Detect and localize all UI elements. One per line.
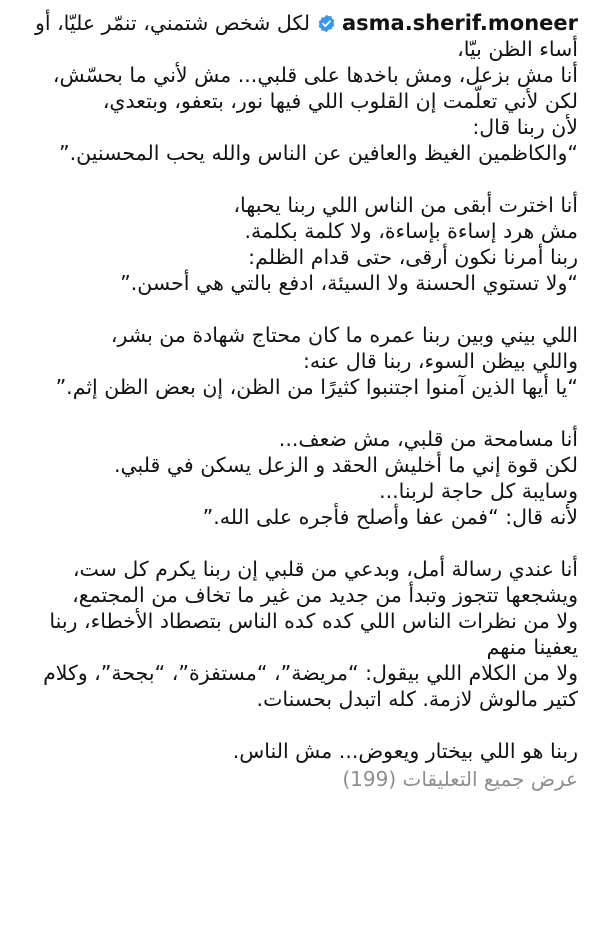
caption-paragraph-2 [24, 192, 578, 296]
caption-paragraph-4 [24, 426, 578, 530]
verified-badge-icon [317, 14, 336, 33]
caption-line: كتير مالوش لازمة. كله اتبدل بحسنات. [256, 687, 578, 711]
caption-line: أنا اخترت أبقى من الناس اللي ربنا يحبها، [233, 193, 578, 217]
caption-line: لأن ربنا قال: [472, 115, 578, 139]
caption-line: أنا مسامحة من قلبي، مش ضعف... [278, 427, 578, 451]
paragraph-spacer [24, 400, 578, 426]
username-link[interactable]: asma.sherif.moneer [341, 11, 578, 35]
caption-line: اللي بيني وبين ربنا عمره ما كان محتاج شهادة من بشر، [110, 323, 578, 347]
caption-line: ويشجعها تتجوز وتبدأ من جديد من غير ما تخاف من المجتمع، [72, 583, 578, 607]
caption-line: ربنا هو اللي بيختار ويعوض... مش الناس. [232, 739, 578, 763]
caption-paragraph-5 [24, 556, 578, 712]
caption-line: “والكاظمين الغيظ والعافين عن الناس والله يحب المحسنين.” [59, 141, 578, 165]
caption-paragraph-6 [24, 738, 578, 764]
caption-paragraph-1 [24, 36, 578, 166]
caption-line: لكن قوة إني ما أخليش الحقد و الزعل يسكن في قلبي. [113, 453, 578, 477]
caption-line: أنا عندي رسالة أمل، وبدعي من قلبي إن ربنا يكرم كل ست، [72, 557, 578, 581]
caption-line: لكن لأني تعلّمت إن القلوب اللي فيها نور، بتعفو، وبتعدي، [102, 89, 578, 113]
caption-paragraph-3 [24, 322, 578, 400]
caption-line: ربنا أمرنا نكون أرقى، حتى قدام الظلم: [248, 245, 578, 269]
caption-line: لأنه قال: “فمن عفا وأصلح فأجره على الله.” [202, 505, 578, 529]
caption-line: وسايبة كل حاجة لربنا... [379, 479, 578, 503]
caption-line: “يا أيها الذين آمنوا اجتنبوا كثيرًا من الظن، إن بعض الظن إثم.” [55, 375, 578, 399]
caption-line: أنا مش بزعل، ومش باخدها على قلبي... مش لأني ما بحسّش، [52, 63, 578, 87]
caption-line: مش هرد إساءة بإساءة، ولا كلمة بكلمة. [244, 219, 578, 243]
caption-line: ولا من الكلام اللي بيقول: “مريضة”، “مستفزة”، “بجحة”، وكلام [43, 661, 578, 685]
view-all-comments-link[interactable]: عرض جميع التعليقات (199) [342, 767, 578, 791]
caption-text: لكل شخص شتمني، تنمّر عليّا، أو [34, 11, 310, 35]
paragraph-spacer [24, 296, 578, 322]
caption-line: “ولا تستوي الحسنة ولا السيئة، ادفع بالتي هي أحسن.” [120, 271, 578, 295]
caption-line: ولا من نظرات الناس اللي كده كده الناس بتصطاد الأخطاء، ربنا [49, 609, 578, 633]
caption-line: أساء الظن بيّا، [457, 37, 578, 61]
paragraph-spacer [24, 166, 578, 192]
paragraph-spacer [24, 712, 578, 738]
caption-first-line [24, 10, 578, 36]
paragraph-spacer [24, 530, 578, 556]
caption-line: واللي بيظن السوء، ربنا قال عنه: [303, 349, 578, 373]
caption-line: يعفينا منهم [486, 635, 578, 659]
